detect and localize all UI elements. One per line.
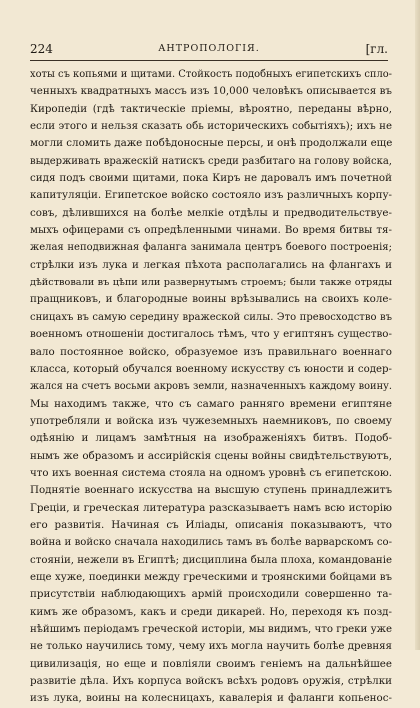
text-line: мыхъ офицерами съ опредѣленными чинами. Во время битвы тя- [30,224,392,237]
text-line: класса, который обучался военному искусству съ юности и содер- [30,363,392,375]
text-line: военномъ отношеніи достигалось тѣмъ, что у египтянъ существо- [30,328,392,341]
text-line: цивилизація, но еще и повліяли своимъ геніемъ на дальнѣйшее [30,657,392,670]
text-line: Мы находимъ также, что съ самаго ранняго времени египтяне [30,397,392,410]
text-line: развитіе дѣла. Ихъ корпуса войскъ всѣхъ родовъ оружія, стрѣлки [30,675,392,688]
text-line: совъ, дѣлившихся на болѣе мелкіе отдѣлы и предводительствуе- [30,206,392,219]
text-line: вало постоянное войско, образуемое изъ правильнаго военнаго [30,345,392,358]
text-line: пращниковъ, и благородные воины врѣзывались на своихъ коле- [30,293,392,306]
text-line: стрѣлки изъ лука и легкая пѣхота располагались на флангахъ и [30,258,392,271]
text-line: капитуляціи. Египетское войско состояло изъ различныхъ корпу- [30,189,392,202]
header-rule [30,60,388,61]
text-line: кимъ же образомъ, какъ и среди дикарей. Но, переходя къ позд- [30,605,392,618]
text-line: его развитія. Начиная съ Иліады, описанія показываютъ, что [30,518,392,531]
text-line: присутствіи наблюдающихъ армій происходили совершенно та- [30,588,392,601]
text-line: ченныхъ квадратныхъ массъ изъ 10,000 человѣкъ описывается въ [30,85,392,98]
page-header [30,42,388,58]
text-line: изъ лука, воины на колесницахъ, кавалерія и фаланги копьенос- [30,692,392,705]
text-line: война и войско сначала находились тамъ въ болѣе варварскомъ со- [30,537,392,549]
text-line: Греціи, и греческая литература разсказываетъ намъ всю исторію [30,501,392,514]
text-line: дѣйствовали въ цѣпи или развернутымъ строемъ; были также отряды [30,277,392,289]
section-mark: [гл. [365,42,388,56]
running-title: АНТРОПОЛОГІЯ. [158,43,260,54]
text-line: если этого и нельзя сказать обь историческихъ событіяхъ); ихъ не [30,121,392,133]
text-line: что ихъ военная система стояла на одномъ уровнѣ съ египетскою. [30,467,392,479]
text-line: нѣйшимъ періодамъ греческой исторіи, мы видимъ, что греки уже [30,624,392,635]
text-line: Киропедіи (гдѣ тактическіе пріемы, вѣроятно, переданы вѣрно, [30,102,392,115]
text-line: сницахъ въ самую середину вражеской силы. Это превосходство въ [30,311,392,323]
body-text [30,66,392,708]
text-line: стояніи, нежели въ Египтѣ; дисциплина была плоха, командованіе [30,554,392,566]
page-edge [415,0,420,650]
text-line: еще хуже, поединки между греческими и троянскими бойцами въ [30,571,392,583]
page-number: 224 [30,42,53,56]
text-line: выдерживать вражескій натискъ среди разбитаго на голову войска, [30,155,392,167]
text-line: могли сломить даже побѣдоносные персы, и онѣ продолжали еще [30,137,393,150]
text-line: желая неподвижная фаланга занимала центръ боевого построенія; [30,242,392,254]
text-line: Поднятіе военнаго искусства на высшую ступень принадлежитъ [30,484,392,497]
text-line: жался на счетъ восьми акровъ земли, назначенныхъ каждому воину. [30,381,392,393]
text-line: не только научились тому, чему ихъ могла научить болѣе древняя [30,641,392,653]
text-line: сидя подъ своими щитами, пока Киръ не даровалъ имъ почетной [30,172,392,185]
text-line: одѣянію и лицамъ замѣтныя на изображеніяхъ битвъ. Подоб- [30,432,392,445]
text-line: употребляли и войска изъ чужеземныхъ наемниковъ, по своему [30,414,392,427]
text-line: хоты съ копьями и щитами. Стойкость подобныхъ египетскихъ спло- [30,69,392,80]
text-line: нымъ же образомъ и ассирійскія сцены войны свидѣтельствуютъ, [30,449,392,462]
